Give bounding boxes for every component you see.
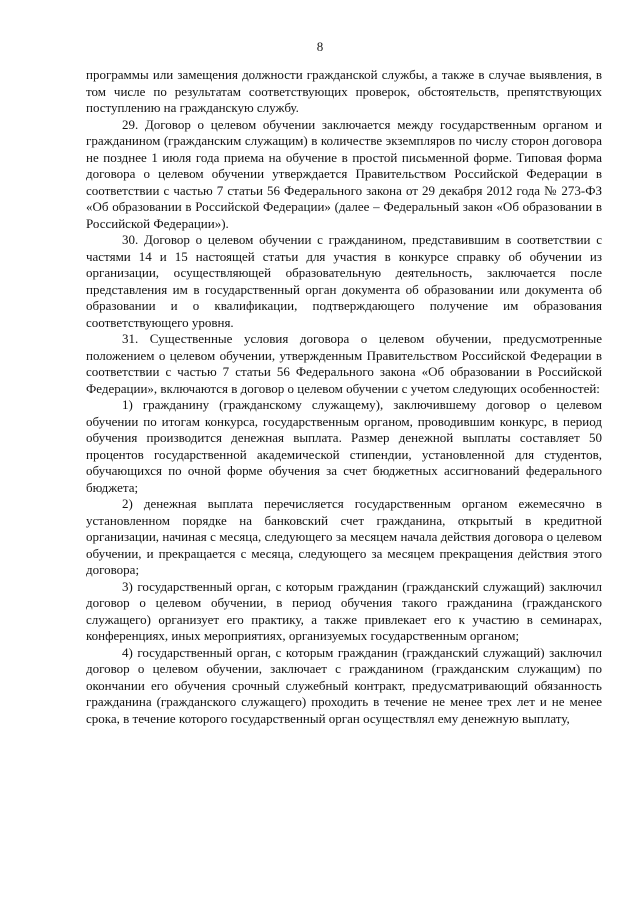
list-item-2: 2) денежная выплата перечисляется государственным органом ежемесячно в установленном порядке на банковский счет гражданина, открытый в кредитной организации, начиная с месяца, следующего за месяцем начала действия договора о целевом обучении, и прекращается с месяца, следующего за месяцем прекращения действия этого договора; bbox=[86, 496, 602, 577]
list-item-4: 4) государственный орган, с которым гражданин (гражданский служащий) заключил договор о целевом обучении, заключает с гражданином (гражданским служащим) по окончании его обучения срочный служебный контракт, предусматривающий обязанность гражданина (гражданского служащего) проходить в течение не менее трех лет и не менее срока, в течение которого государственный орган осуществлял ему денежную выплату, bbox=[86, 644, 602, 726]
document-body bbox=[86, 67, 602, 727]
list-item-3: 3) государственный орган, с которым гражданин (гражданский служащий) заключил договор о целевом обучении, в период обучения такого гражданина (гражданского служащего) организует его практику, а также привлекает его к участию в семинарах, конференциях, иных мероприятиях, организуемых государственным органом; bbox=[86, 578, 602, 643]
list-item-1: 1) гражданину (гражданскому служащему), заключившему договор о целевом обучении по итогам конкурса, государственным органом, проводившим конкурс, в период обучения производится денежная выплата. Размер денежной выплаты составляет 50 процентов государственной академической стипендии, установленной для студентов, обучающихся по очной форме обучения за счет бюджетных ассигнований федерального бюджета; bbox=[86, 397, 602, 495]
paragraph-29: 29. Договор о целевом обучении заключается между государственным органом и гражданином (гражданским служащим) в количестве экземпляров по числу сторон договора не позднее 1 июля года приема на обучение в простой письменной форме. Типовая форма договора о целевом обучении утверждается Правительством Российской Федерации в соответствии с частью 7 статьи 56 Федерального закона от 29 декабря 2012 года № 273-ФЗ «Об образовании в Российской Федерации» (далее – Федеральный закон «Об образовании в Российской Федерации»). bbox=[86, 116, 602, 231]
paragraph-30: 30. Договор о целевом обучении с гражданином, представившим в соответствии с частями 14 и 15 настоящей статьи для участия в конкурсе справку об обучении из организации, осуществляющей образовательную деятельность, заключается после представления им в государственный орган документа об образовании или документа об образовании и о квалификации, подтверждающего получение им образования соответствующего уровня. bbox=[86, 232, 602, 330]
paragraph-continuation: программы или замещения должности гражданской службы, а также в случае выявления, в том числе по результатам соответствующих проверок, обстоятельств, препятствующих поступлению на гражданскую службу. bbox=[86, 67, 602, 115]
paragraph-31: 31. Существенные условия договора о целевом обучении, предусмотренные положением о целевом обучении, утвержденным Правительством Российской Федерации в соответствии с частью 7 статьи 56 Федерального закона «Об образовании в Российской Федерации», включаются в договор о целевом обучении с учетом следующих особенностей: bbox=[86, 331, 602, 396]
page-number: 8 bbox=[316, 39, 324, 54]
